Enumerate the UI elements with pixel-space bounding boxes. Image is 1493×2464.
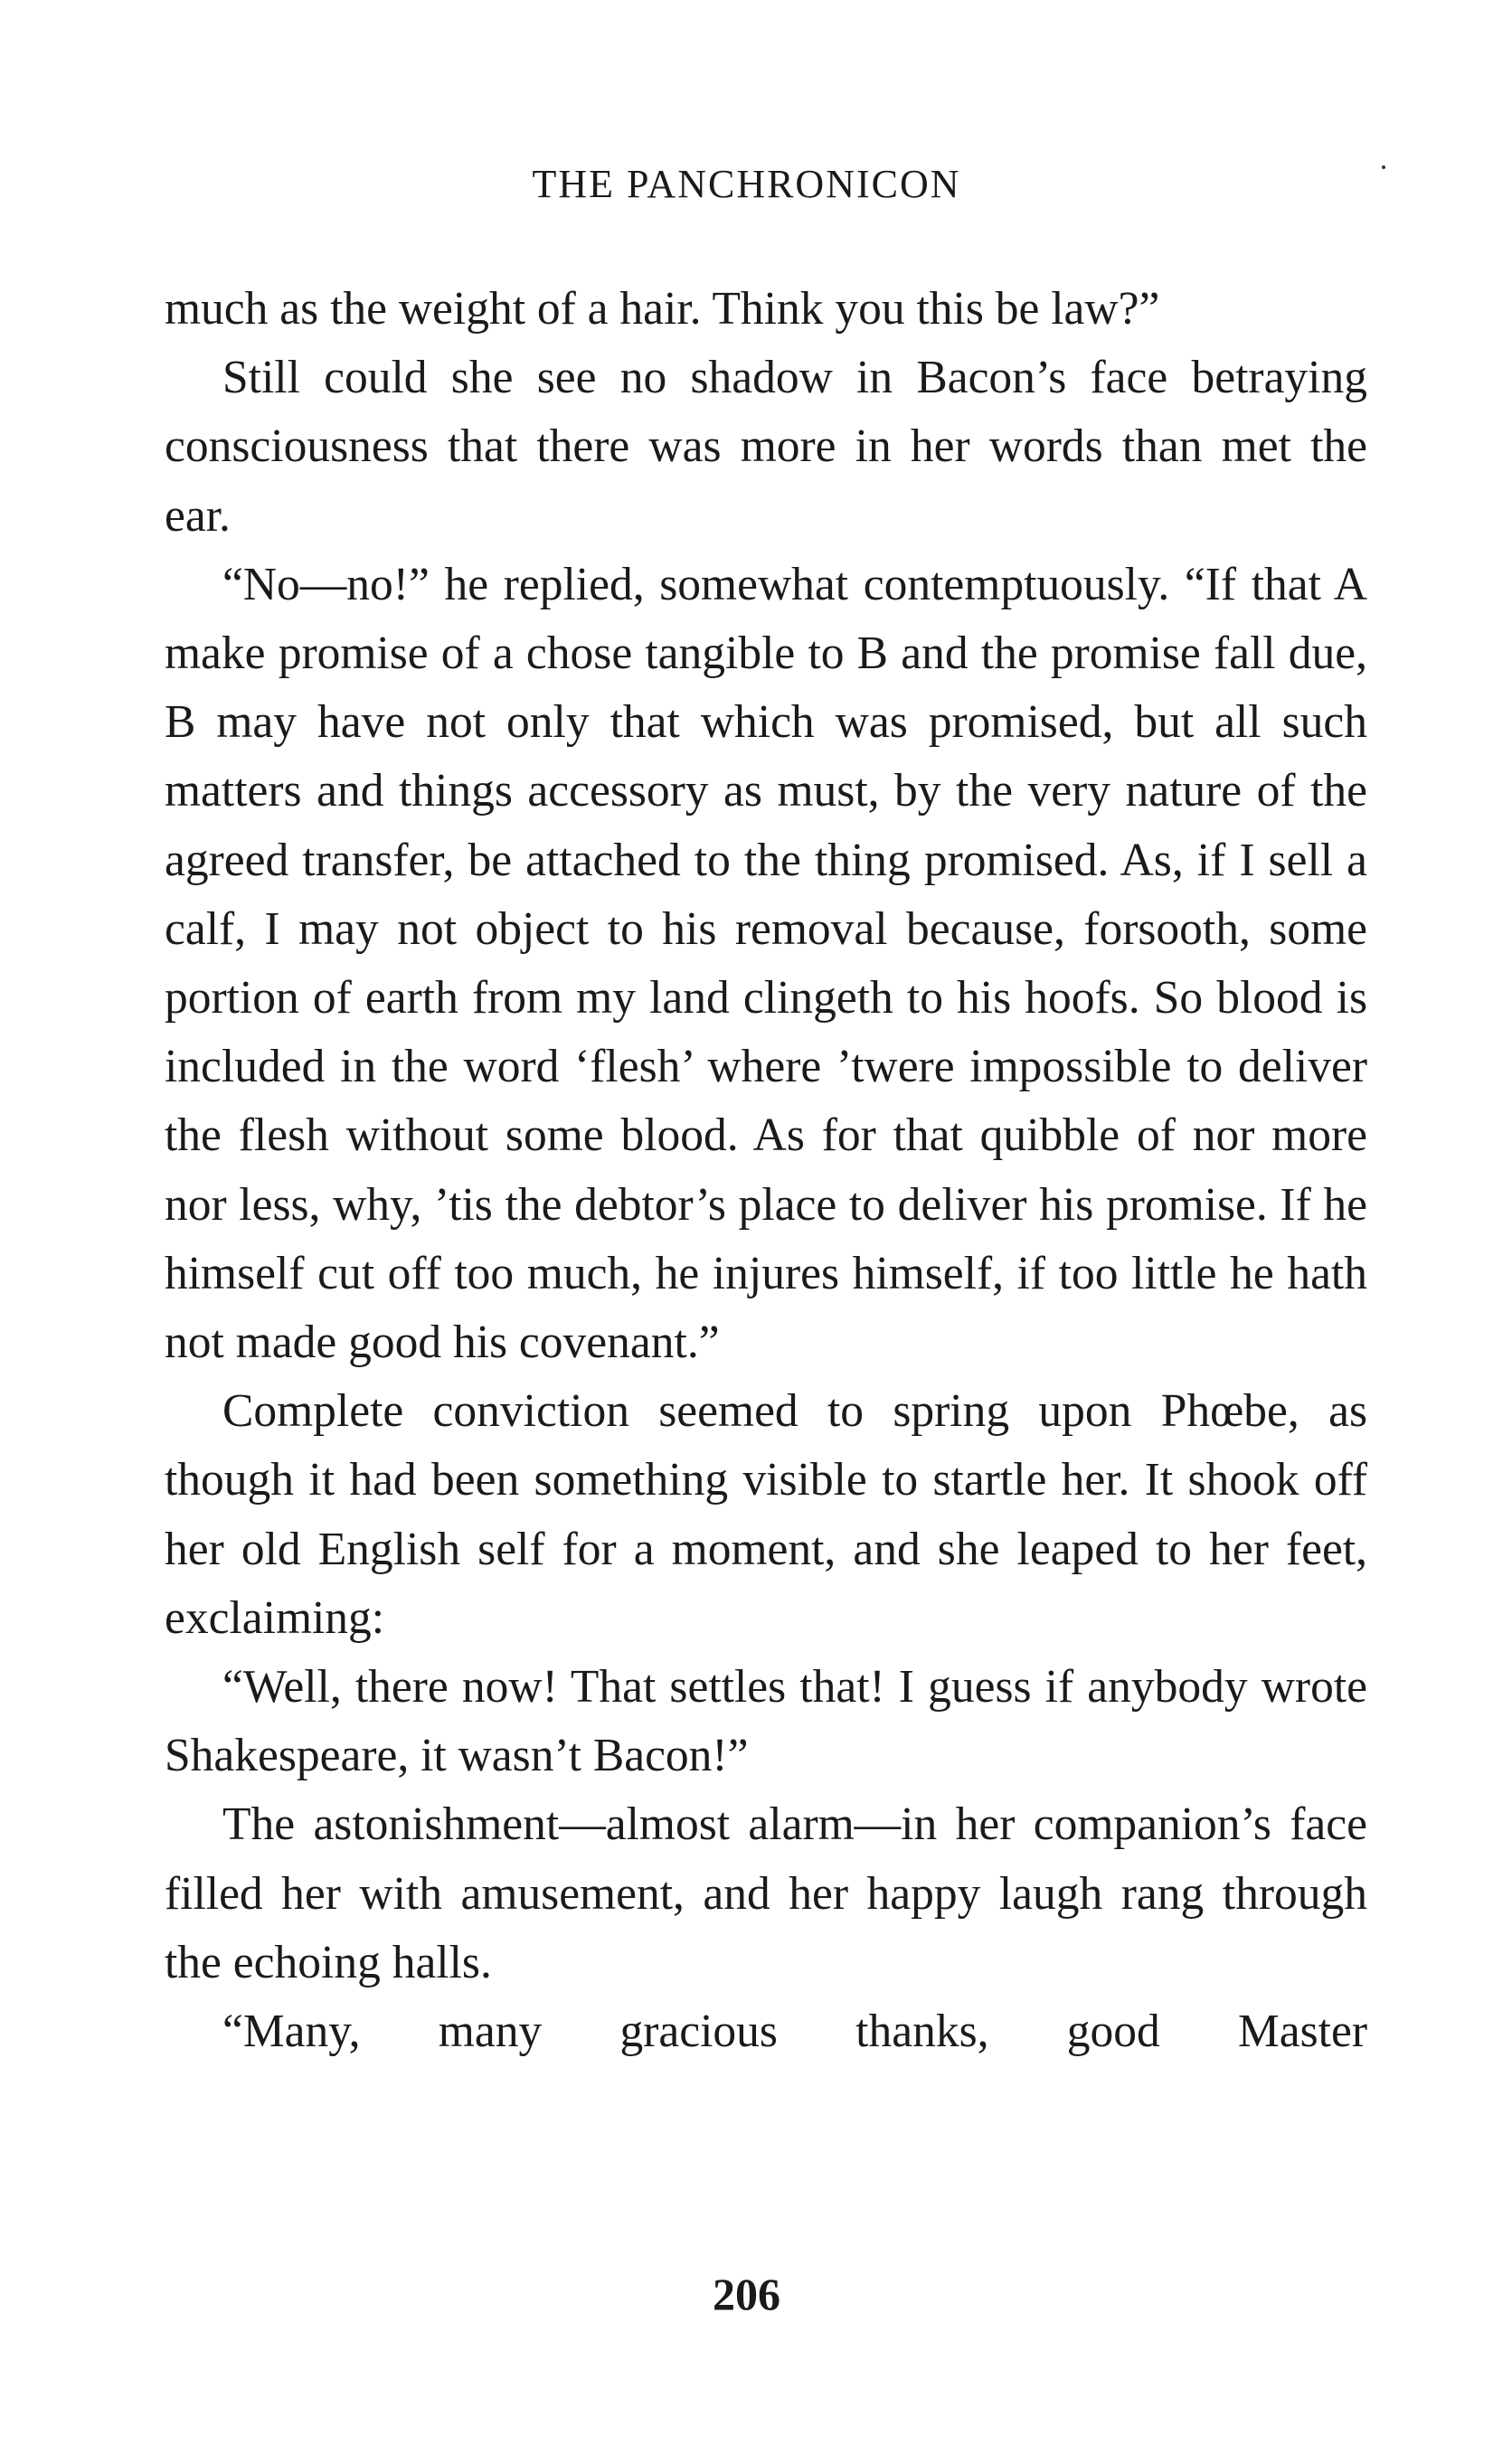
body-text [165, 275, 1367, 2066]
paragraph: “Many, many gracious thanks, good Master [222, 2006, 1367, 2058]
running-head: THE PANCHRONICON [532, 162, 961, 206]
paragraph: Complete conviction seemed to spring upon Phœbe, as though it had been something visible to startle her. It shook off her old English self for a moment, and she leaped to her feet, exclaiming: [165, 1385, 1367, 1644]
paragraph: “No—no!” he replied, somewhat contemptuously. “If that A make promise of a chose tangible to B and the promise fall due, B may have not only that which was promised, but all such matters and things accessory as must, by the very nature of the agreed transfer, be attached to the thing promised. As, if I sell a calf, I may not object to his removal because, forsooth, some portion of earth from my land clingeth to his hoofs. So blood is included in the word ‘flesh’ where ’twere impossible to deliver the flesh without some blood. As for that quibble of nor more nor less, why, ’tis the debtor’s place to deliver his promise. If he himself cut off too much, he injures himself, if too little he hath not made good his covenant.” [165, 558, 1367, 1369]
print-speck [1382, 165, 1385, 169]
page-number: 206 [713, 2269, 780, 2319]
paragraph: Still could she see no shadow in Bacon’s face betraying consciousness that there was more in her words than met the ear. [165, 352, 1367, 542]
paragraph-continuation: much as the weight of a hair. Think you this be law?” [165, 283, 1160, 335]
paragraph: “Well, there now! That settles that! I guess if anybody wrote Shakespeare, it wasn’t Bacon!” [165, 1661, 1367, 1782]
paragraph: The astonishment—almost alarm—in her companion’s face filled her with amusement, and her happy laugh rang through the echoing halls. [165, 1798, 1367, 1988]
